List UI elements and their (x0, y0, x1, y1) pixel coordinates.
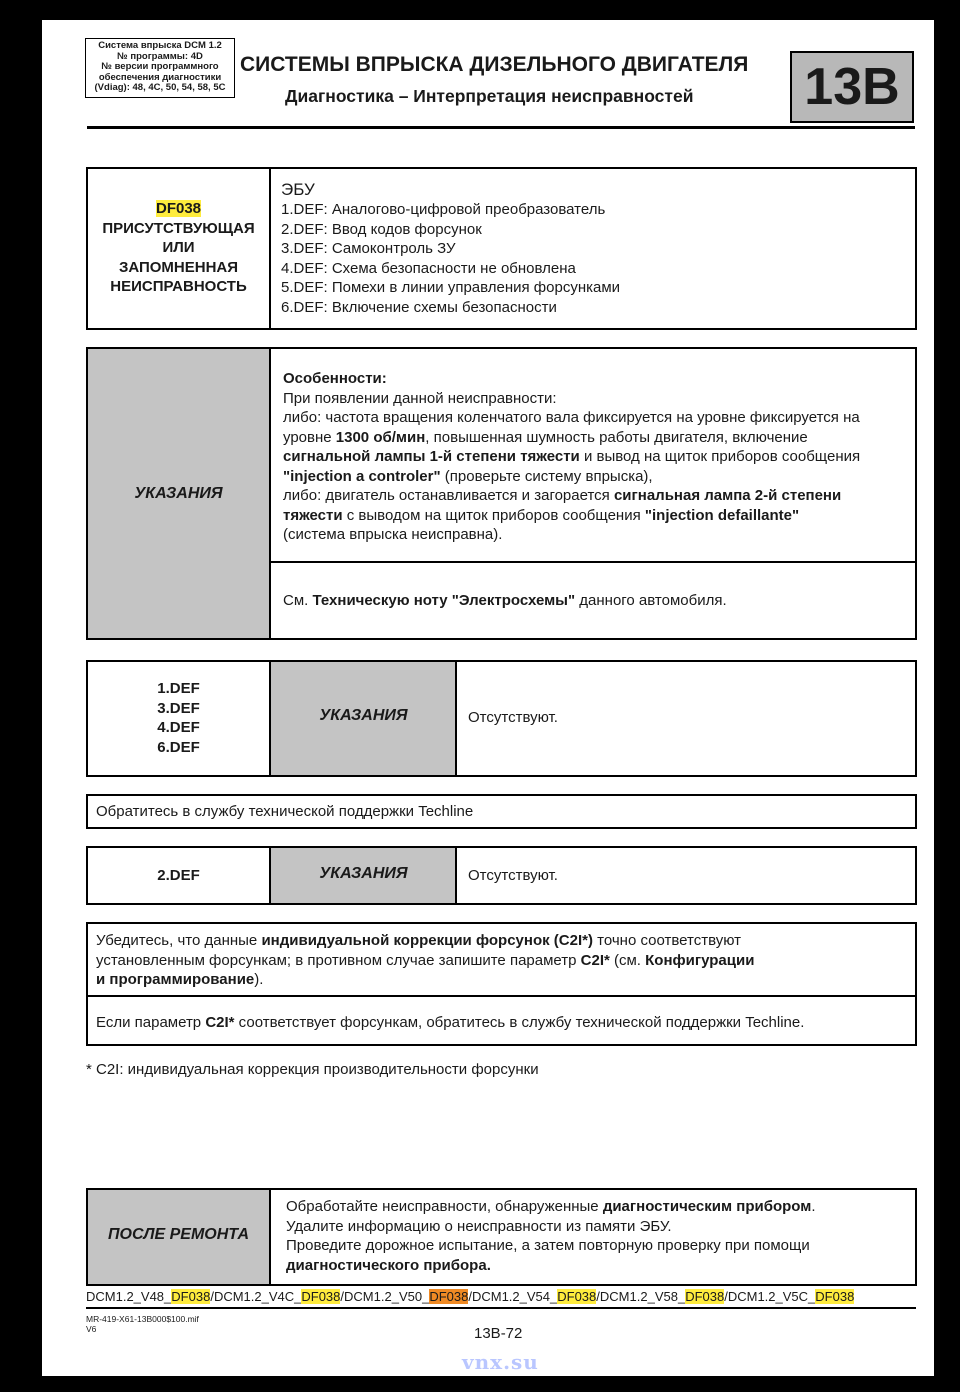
watermark: vnx.su (462, 1350, 539, 1374)
def-group-table (86, 660, 917, 777)
ref-item: DCM1.2_V48_DF038/ (86, 1289, 214, 1304)
fault-status-line: НЕИСПРАВНОСТЬ (110, 278, 247, 295)
header-rule (87, 126, 915, 129)
techline-note: Обратитесь в службу технической поддержки Techline (96, 803, 474, 820)
section-number: 13B (790, 51, 914, 123)
notes-label: УКАЗАНИЯ (134, 485, 223, 502)
def-code: 6.DEF (157, 738, 200, 756)
page-subtitle: Диагностика – Интерпретация неисправностей (285, 86, 694, 106)
ref-item: DCM1.2_V50_DF038/ (344, 1289, 472, 1304)
page-number: 13B-72 (474, 1325, 523, 1342)
notes-line: либо: частота вращения коленчатого вала фиксируется на уровне фиксируется на (283, 409, 860, 426)
system-info-line: обеспечения диагностики (98, 71, 222, 83)
instructions-label: УКАЗАНИЯ (319, 707, 408, 724)
instructions-value: Отсутствуют. (468, 867, 558, 884)
def-item: 2.DEF: Ввод кодов форсунок (281, 220, 482, 238)
after-repair-text: Обработайте неисправности, обнаруженные диагностическим прибором. Удалите информацию о неисправности из памяти ЭБУ. Проведите дорожное испытание, а затем повторную проверку при помощи диагностического прибора. (286, 1198, 816, 1274)
def-item: 3.DEF: Самоконтроль ЗУ (281, 240, 456, 257)
references-line (86, 1289, 854, 1304)
ecu-label: ЭБУ (281, 180, 315, 199)
footer-rule (86, 1307, 916, 1309)
column-divider (269, 349, 271, 638)
notes-line: "injection a controler" (проверьте систему впрыска), (283, 467, 653, 485)
ref-item: DCM1.2_V54_DF038/ (471, 1289, 600, 1304)
doc-ref: MR-419-X61-13B000$100.mif V6 (86, 1314, 199, 1334)
techline-note-box (86, 794, 917, 829)
fault-status-line: ПРИСУТСТВУЮЩАЯ (102, 219, 255, 237)
notes-table (86, 347, 917, 640)
system-info-box (85, 38, 235, 98)
def-code: 2.DEF (157, 867, 200, 884)
ref-item: DCM1.2_V4C_DF038/ (213, 1289, 345, 1304)
after-repair-label: ПОСЛЕ РЕМОНТА (107, 1226, 249, 1243)
def-item: 5.DEF: Помехи в линии управления форсунками (281, 279, 621, 296)
notes-line: сигнальной лампы 1-й степени тяжести и вывод на щиток приборов сообщения (283, 448, 861, 465)
fault-table (86, 167, 917, 330)
def-list (88, 679, 269, 757)
c2i-ok-text: Если параметр C2I* соответствует форсункам, обратитесь в службу технической поддержки Techline. (96, 1014, 805, 1031)
after-repair-table (86, 1188, 917, 1286)
page-title: СИСТЕМЫ ВПРЫСКА ДИЗЕЛЬНОГО ДВИГАТЕЛЯ (240, 53, 749, 76)
def-code: 1.DEF (157, 680, 200, 697)
document-page (42, 20, 934, 1376)
row-divider (271, 561, 915, 563)
def-code: 3.DEF (157, 699, 200, 717)
fault-status-line: ЗАПОМНЕННАЯ (118, 258, 239, 276)
notes-line: (система впрыска неисправна). (283, 526, 503, 543)
see-technical-note: См. Техническую ноту "Электросхемы" данного автомобиля. (283, 592, 727, 609)
fault-status-cell (88, 199, 269, 297)
fault-status-line: ИЛИ (162, 239, 195, 256)
row-divider (88, 995, 915, 997)
notes-line: уровне 1300 об/мин, повышенная шумность работы двигателя, включение (283, 428, 808, 446)
system-info-line: (Vdiag): 48, 4C, 50, 54, 58, 5C (94, 82, 226, 93)
instructions-label: УКАЗАНИЯ (319, 865, 408, 882)
c2i-check-text: Убедитесь, что данные индивидуальной коррекции форсунок (C2I*) точно соответствуют установленным форсункам; в противном случае запишите параметр C2I* (см. Конфигурации и программирование). (96, 932, 755, 988)
notes-text (283, 369, 860, 545)
system-info-line: № версии программного (101, 61, 219, 72)
notes-line: При появлении данной неисправности: (283, 389, 557, 407)
system-info-line: № программы: 4D (117, 50, 203, 62)
def-item: 1.DEF: Аналогово-цифровой преобразователь (281, 201, 606, 218)
notes-line: либо: двигатель останавливается и загорается сигнальная лампа 2-й степени (283, 487, 842, 504)
ref-item: DCM1.2_V58_DF038/ (599, 1289, 728, 1304)
def-item: 6.DEF: Включение схемы безопасности (281, 298, 557, 316)
instructions-value: Отсутствуют. (468, 709, 558, 726)
notes-line: тяжести с выводом на щиток приборов сообщения "injection defaillante" (283, 506, 800, 524)
system-info-line: Система впрыска DCM 1.2 (98, 40, 222, 51)
column-divider (269, 1190, 271, 1284)
fault-defs-cell (281, 179, 620, 317)
def-code: 4.DEF (157, 719, 200, 736)
def2-table (86, 846, 917, 905)
ref-item: DCM1.2_V5C_DF038 (727, 1289, 855, 1304)
notes-heading: Особенности: (283, 370, 387, 387)
fault-code: DF038 (155, 200, 202, 217)
def-item: 4.DEF: Схема безопасности не обновлена (281, 259, 576, 277)
column-divider (269, 169, 271, 328)
footnote: * C2I: индивидуальная коррекция производительности форсунки (86, 1061, 539, 1078)
c2i-table (86, 922, 917, 1046)
